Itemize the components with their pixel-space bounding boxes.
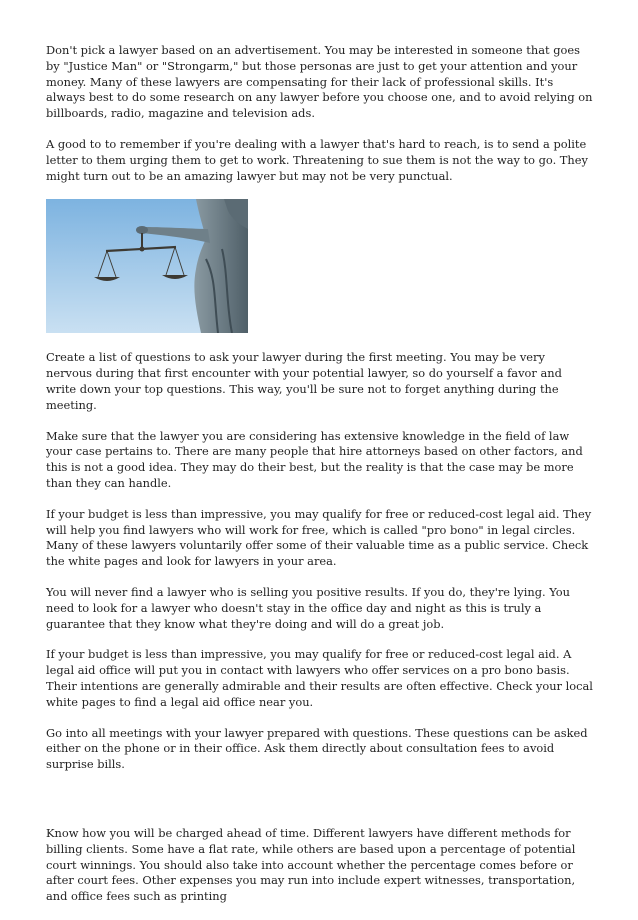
paragraph-pro-bono: If your budget is less than impressive, you may qualify for free or reduced-cost legal aid. They will help you find lawyers who will work for free, which is called "pro bono" in legal circles. Many of these lawyers voluntarily offer some of their valuable time as a public service. Check the white pages and look for lawyers in your area. [46, 506, 592, 569]
paragraph-meetings-questions: Go into all meetings with your lawyer prepared with questions. These questions can be asked either on the phone or in their office. Ask them directly about consultation fees to avoid surprise bills. [46, 725, 588, 772]
paragraph-positive-results: You will never find a lawyer who is selling you positive results. If you do, they're lying. You need to look for a lawyer who doesn't stay in the office day and night as this is truly a guarantee that they know what they're doing and will do a great job. [46, 584, 570, 631]
paragraph-advertisement: Don't pick a lawyer based on an advertisement. You may be interested in someone that goes by "Justice Man" or "Strongarm," but those personas are just to get your attention and your money. Many of these lawyers are compensating for their lack of professional skills. It's always best to do some research on any lawyer before you choose one, and to avoid relying on billboards, radio, magazine and television ads. [46, 43, 593, 121]
paragraph-legal-aid-office: If your budget is less than impressive, you may qualify for free or reduced-cost legal aid. A legal aid office will put you in contact with lawyers who offer services on a pro bono basis. Their intentions are generally admirable and their results are often effective. Check your local white pages to find a legal aid office near you. [46, 647, 593, 709]
justice-statue-image [46, 199, 248, 333]
paragraph-gap [46, 788, 594, 826]
paragraph-list-questions: Create a list of questions to ask your lawyer during the first meeting. You may be very nervous during that first encounter with your potential lawyer, so do yourself a favor and write down your top questions. This way, you'll be sure not to forget anything during the meeting. [46, 350, 562, 412]
paragraph-billing: Know how you will be charged ahead of time. Different lawyers have different methods for billing clients. Some have a flat rate, while others are based upon a percentage of potential court winnings. You should also take into account whether the percentage comes before or after court fees. Other expenses you may run into include expert witnesses, transportation, and office fees such as printing [46, 825, 576, 904]
document-page [46, 43, 594, 920]
paragraph-polite-letter: A good to to remember if you're dealing with a lawyer that's hard to reach, is to send a polite letter to them urging them to get to work. Threatening to sue them is not the way to go. They might turn out to be an amazing lawyer but may not be very punctual. [46, 136, 588, 183]
justice-statue-scales-icon [46, 199, 248, 333]
paragraph-extensive-knowledge: Make sure that the lawyer you are considering has extensive knowledge in the field of law your case pertains to. There are many people that hire attorneys based on other factors, and this is not a good idea. They may do their best, but the reality is that the case may be more than they can handle. [46, 428, 583, 490]
